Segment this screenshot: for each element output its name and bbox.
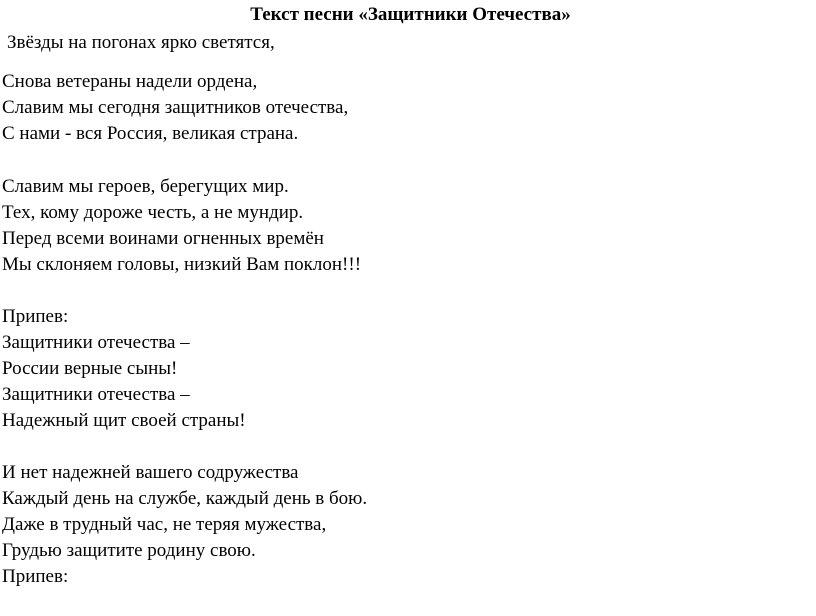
lyric-line: Звёзды на погонах ярко светятся,: [7, 32, 275, 53]
lyric-line: Славим мы сегодня защитников отечества,: [2, 97, 349, 118]
lyric-line: Надежный щит своей страны!: [2, 410, 246, 431]
lyric-line: Грудью защитите родину свою.: [2, 540, 256, 561]
lyric-line: Тех, кому дороже честь, а не мундир.: [2, 202, 304, 223]
lyric-line: И нет надежней вашего содружества: [2, 462, 299, 483]
lyric-line: Перед всеми воинами огненных времён: [2, 228, 324, 249]
lyric-line: Даже в трудный час, не теряя мужества,: [2, 514, 327, 535]
lyric-line: Снова ветераны надели ордена,: [2, 71, 258, 92]
lyric-line: Защитники отечества –: [2, 384, 190, 405]
lyric-line: С нами - вся Россия, великая страна.: [2, 123, 299, 144]
lyric-line: Славим мы героев, берегущих мир.: [2, 176, 289, 197]
lyric-line: Каждый день на службе, каждый день в бою.: [2, 488, 368, 509]
lyric-line: Защитники отечества –: [2, 332, 190, 353]
document-title: Текст песни «Защитники Отечества»: [250, 4, 571, 25]
lyric-line: России верные сыны!: [2, 358, 178, 379]
lyric-line: Мы склоняем головы, низкий Вам поклон!!!: [2, 254, 362, 275]
chorus-label: Припев:: [2, 566, 69, 587]
chorus-label: Припев:: [2, 306, 69, 327]
